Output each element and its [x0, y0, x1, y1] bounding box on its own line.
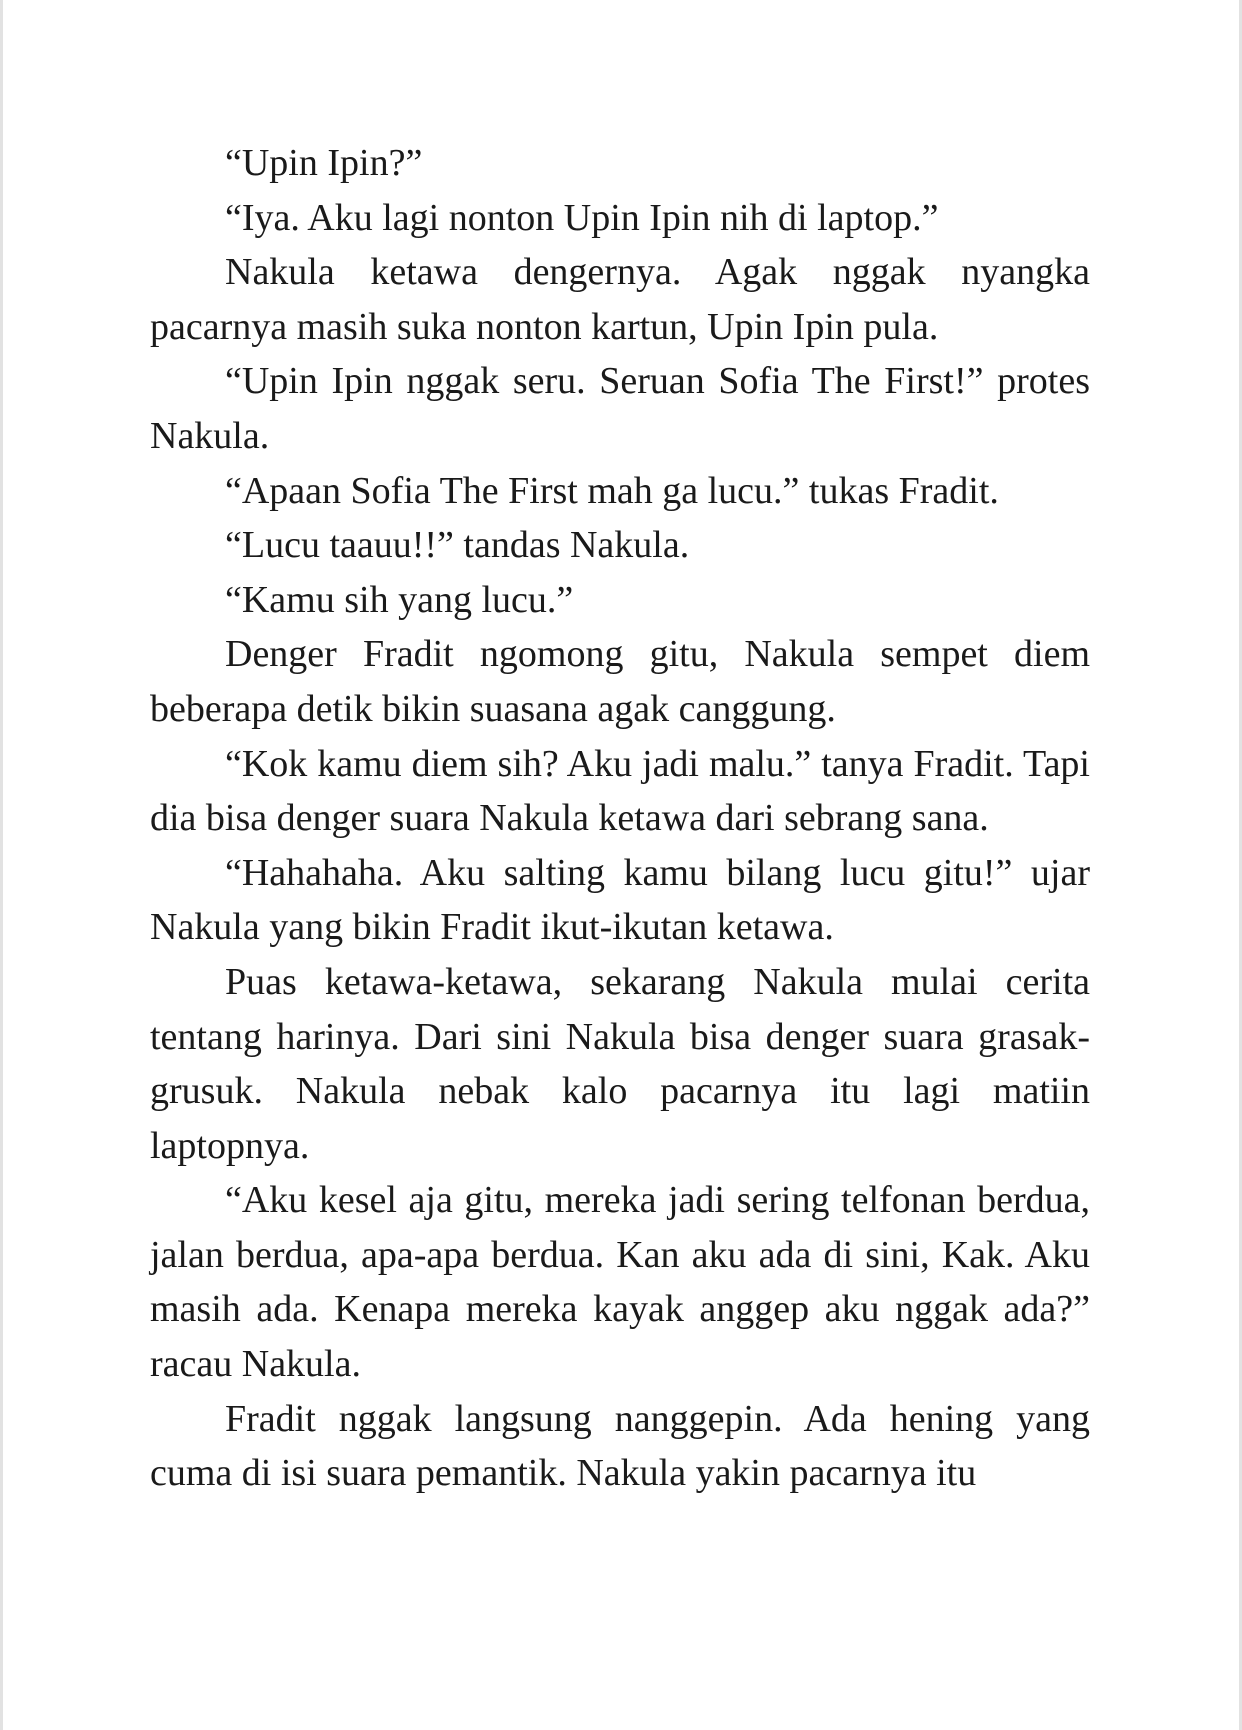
paragraph: Denger Fradit ngomong gitu, Nakula sempet diem beberapa detik bikin suasana agak canggung. [150, 633, 1090, 730]
book-page-body [150, 136, 1090, 1501]
paragraph: “Upin Ipin nggak seru. Seruan Sofia The First!” protes Nakula. [150, 360, 1090, 457]
paragraph: “Kok kamu diem sih? Aku jadi malu.” tanya Fradit. Tapi dia bisa denger suara Nakula ketawa dari sebrang sana. [150, 742, 1090, 840]
page-edge-left [0, 0, 3, 1730]
paragraph: “Iya. Aku lagi nonton Upin Ipin nih di laptop.” [225, 196, 939, 239]
paragraph: Nakula ketawa dengernya. Agak nggak nyangka pacarnya masih suka nonton kartun, Upin Ipin pula. [150, 251, 1090, 348]
paragraph: “Apaan Sofia The First mah ga lucu.” tukas Fradit. [225, 469, 999, 512]
paragraph: “Kamu sih yang lucu.” [225, 578, 574, 621]
paragraph: “Lucu taauu!!” tandas Nakula. [225, 524, 690, 567]
paragraph: “Upin Ipin?” [225, 142, 423, 184]
paragraph: “Hahahaha. Aku salting kamu bilang lucu gitu!” ujar Nakula yang bikin Fradit ikut-ikutan ketawa. [150, 851, 1090, 949]
paragraph: “Aku kesel aja gitu, mereka jadi sering telfonan berdua, jalan berdua, apa-apa berdua. Kan aku ada di sini, Kak. Aku masih ada. Kenapa mereka kayak anggep aku nggak ada?” racau Nakula. [150, 1179, 1090, 1386]
paragraph: Fradit nggak langsung nanggepin. Ada hening yang cuma di isi suara pemantik. Nakula yakin pacarnya itu [150, 1397, 1090, 1495]
paragraph: Puas ketawa-ketawa, sekarang Nakula mulai cerita tentang harinya. Dari sini Nakula bisa denger suara grasak-grusuk. Nakula nebak kalo pacarnya itu lagi matiin laptopnya. [150, 960, 1090, 1167]
